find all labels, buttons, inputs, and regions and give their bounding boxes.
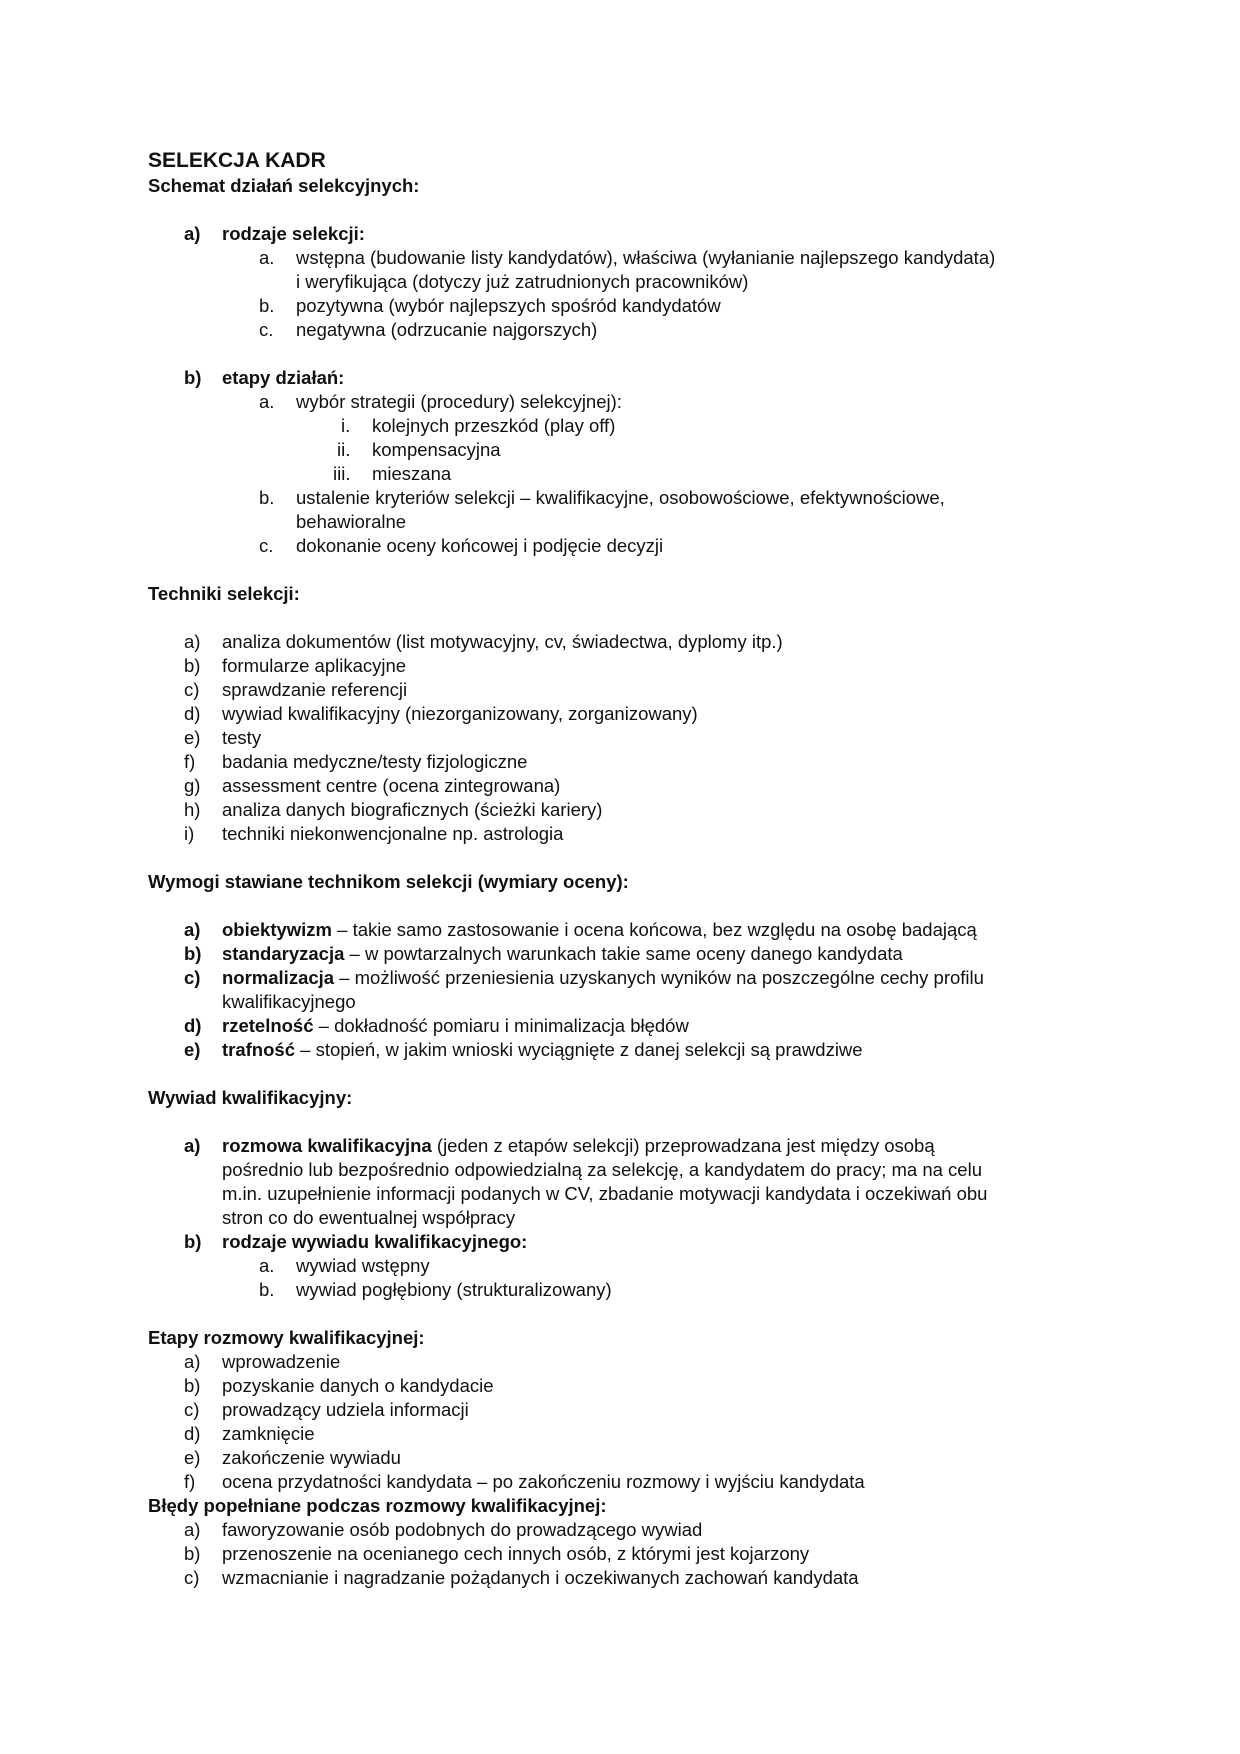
list-marker: c) [184, 1399, 200, 1420]
section-heading-schemat: Schemat działań selekcyjnych: [148, 175, 420, 196]
list-text: techniki niekonwencjonalne np. astrologia [222, 823, 564, 844]
list-marker: a) [184, 1519, 201, 1540]
list-text: wzmacnianie i nagradzanie pożądanych i oczekiwanych zachowań kandydata [222, 1567, 859, 1588]
list-marker: b) [184, 943, 202, 964]
list-text: – dokładność pomiaru i minimalizacja błędów [313, 1015, 689, 1036]
list-text-continuation: m.in. uzupełnienie informacji podanych w CV, zbadanie motywacji kandydata i oczekiwań obu [222, 1183, 988, 1204]
list-marker: e) [184, 727, 201, 748]
list-text: testy [222, 727, 262, 748]
list-text-continuation: stron co do ewentualnej współpracy [222, 1207, 516, 1228]
list-text: badania medyczne/testy fizjologiczne [222, 751, 528, 772]
list-text-continuation: i weryfikująca (dotyczy już zatrudnionych pracowników) [296, 271, 749, 292]
list-term: normalizacja [222, 967, 335, 988]
list-marker: a. [259, 1255, 275, 1276]
list-marker: b. [259, 487, 275, 508]
list-text: zakończenie wywiadu [222, 1447, 401, 1468]
document-title: SELEKCJA KADR [148, 149, 326, 172]
list-text: wywiad kwalifikacyjny (niezorganizowany, zorganizowany) [222, 703, 698, 724]
list-marker: h) [184, 799, 201, 820]
list-text: wywiad wstępny [296, 1255, 430, 1276]
list-text: ustalenie kryteriów selekcji – kwalifikacyjne, osobowościowe, efektywnościowe, [296, 487, 945, 508]
list-text: zamknięcie [222, 1423, 315, 1444]
list-marker: c. [259, 535, 274, 556]
list-label: rodzaje wywiadu kwalifikacyjnego: [222, 1231, 528, 1252]
list-term: trafność [222, 1039, 295, 1060]
list-marker: a) [184, 1351, 201, 1372]
section-heading-techniki: Techniki selekcji: [148, 583, 300, 604]
section-heading-bledy: Błędy popełniane podczas rozmowy kwalifikacyjnej: [148, 1495, 607, 1516]
list-marker: b. [259, 1279, 275, 1300]
list-marker: d) [184, 1423, 201, 1444]
list-marker: a. [259, 391, 275, 412]
list-text-continuation: behawioralne [296, 511, 407, 532]
list-text: analiza danych biograficznych (ścieżki kariery) [222, 799, 603, 820]
list-text: przenoszenie na ocenianego cech innych osób, z którymi jest kojarzony [222, 1543, 810, 1564]
list-text: – możliwość przeniesienia uzyskanych wyników na poszczególne cechy profilu [334, 967, 984, 988]
list-marker: b) [184, 1231, 202, 1252]
section-heading-wymogi: Wymogi stawiane technikom selekcji (wymiary oceny): [148, 871, 629, 892]
list-marker: a) [184, 223, 201, 244]
list-marker: d) [184, 703, 201, 724]
list-marker: e) [184, 1039, 201, 1060]
list-text-continuation: kwalifikacyjnego [222, 991, 356, 1012]
list-text: (jeden z etapów selekcji) przeprowadzana jest między osobą [431, 1135, 935, 1156]
list-text: kompensacyjna [372, 439, 501, 460]
list-marker: f) [184, 1471, 196, 1492]
list-text: mieszana [372, 463, 452, 484]
list-text: wybór strategii (procedury) selekcyjnej): [296, 391, 622, 412]
list-text-continuation: pośrednio lub bezpośrednio odpowiedzialną za selekcję, a kandydatem do pracy; ma na celu [222, 1159, 982, 1180]
list-term: rozmowa kwalifikacyjna [222, 1135, 432, 1156]
list-marker: c) [184, 967, 201, 988]
list-marker: iii. [333, 463, 351, 484]
list-marker: a) [184, 1135, 201, 1156]
list-marker: c. [259, 319, 274, 340]
list-marker: a) [184, 631, 201, 652]
list-text: wstępna (budowanie listy kandydatów), właściwa (wyłanianie najlepszego kandydata) [296, 247, 996, 268]
list-marker: f) [184, 751, 196, 772]
list-marker: b) [184, 655, 201, 676]
list-text: pozytywna (wybór najlepszych spośród kandydatów [296, 295, 721, 316]
list-text: ocena przydatności kandydata – po zakończeniu rozmowy i wyjściu kandydata [222, 1471, 865, 1492]
list-text: sprawdzanie referencji [222, 679, 408, 700]
list-text: analiza dokumentów (list motywacyjny, cv, świadectwa, dyplomy itp.) [222, 631, 783, 652]
list-marker: d) [184, 1015, 202, 1036]
list-marker: c) [184, 1567, 200, 1588]
list-text: formularze aplikacyjne [222, 655, 407, 676]
list-marker: a. [259, 247, 275, 268]
list-text: assessment centre (ocena zintegrowana) [222, 775, 561, 796]
list-text: negatywna (odrzucanie najgorszych) [296, 319, 598, 340]
list-text: – takie samo zastosowanie i ocena końcowa, bez względu na osobę badającą [332, 919, 977, 940]
list-text: – stopień, w jakim wnioski wyciągnięte z danej selekcji są prawdziwe [295, 1039, 863, 1060]
list-label: rodzaje selekcji: [222, 223, 365, 244]
list-label: etapy działań: [222, 367, 345, 388]
list-text: prowadzący udziela informacji [222, 1399, 469, 1420]
list-text: wprowadzenie [222, 1351, 341, 1372]
list-text: pozyskanie danych o kandydacie [222, 1375, 494, 1396]
list-term: standaryzacja [222, 943, 345, 964]
list-marker: c) [184, 679, 200, 700]
section-heading-wywiad: Wywiad kwalifikacyjny: [148, 1087, 353, 1108]
list-text: dokonanie oceny końcowej i podjęcie decyzji [296, 535, 664, 556]
list-text: faworyzowanie osób podobnych do prowadzącego wywiad [222, 1519, 703, 1540]
list-text: kolejnych przeszkód (play off) [372, 415, 616, 436]
list-text: – w powtarzalnych warunkach takie same oceny danego kandydata [344, 943, 903, 964]
list-marker: i. [341, 415, 351, 436]
list-marker: ii. [337, 439, 351, 460]
list-marker: e) [184, 1447, 201, 1468]
list-term: rzetelność [222, 1015, 314, 1036]
list-text: wywiad pogłębiony (strukturalizowany) [296, 1279, 612, 1300]
list-marker: b) [184, 1543, 201, 1564]
section-heading-etapy: Etapy rozmowy kwalifikacyjnej: [148, 1327, 425, 1348]
list-marker: b. [259, 295, 275, 316]
list-marker: i) [184, 823, 195, 844]
list-marker: a) [184, 919, 201, 940]
list-marker: b) [184, 1375, 201, 1396]
list-marker: b) [184, 367, 202, 388]
list-term: obiektywizm [222, 919, 332, 940]
list-marker: g) [184, 775, 201, 796]
